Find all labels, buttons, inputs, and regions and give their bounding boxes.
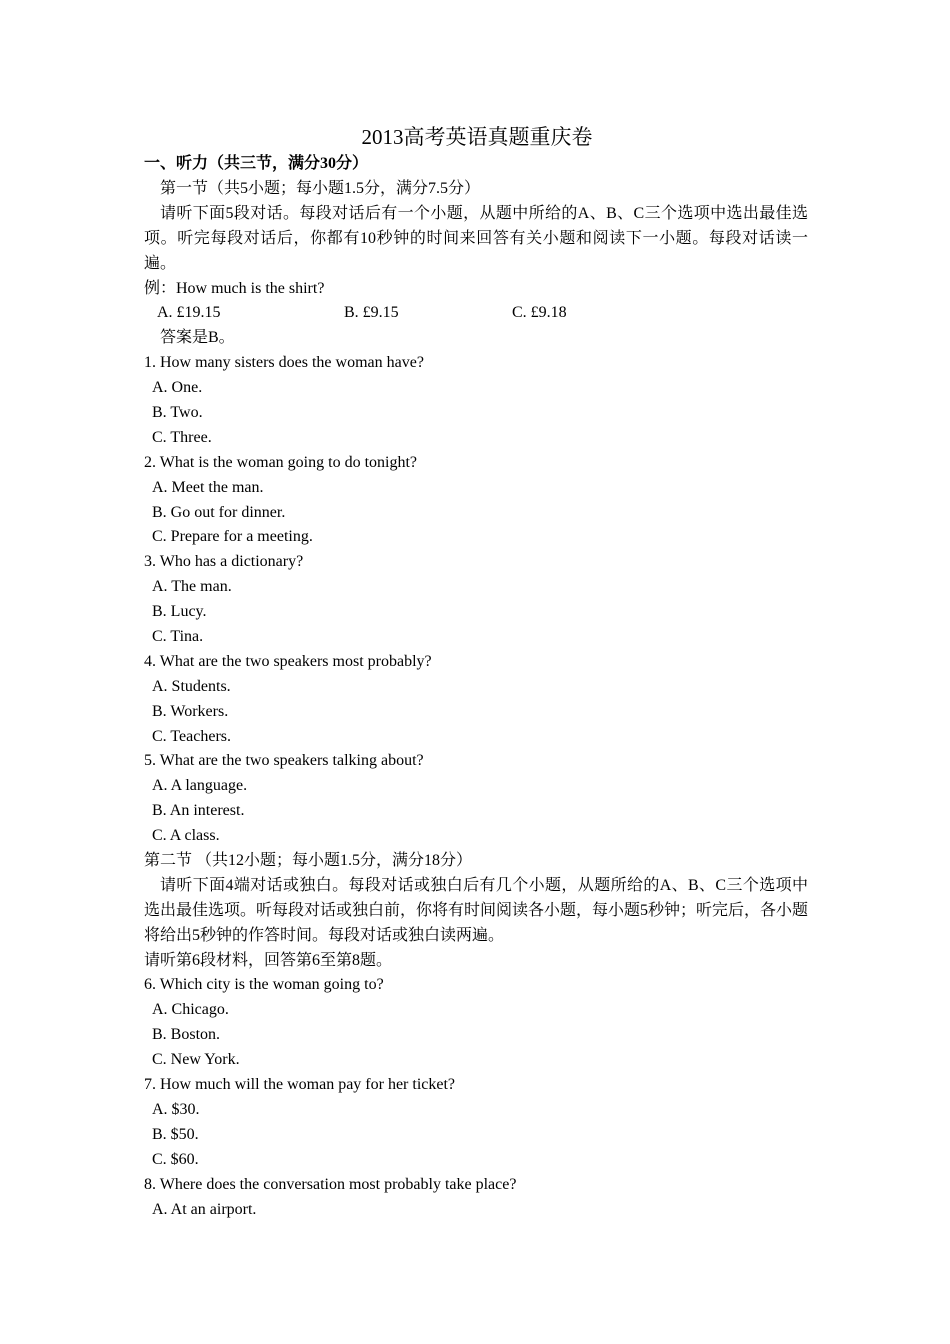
example-answer: 答案是B。	[160, 329, 235, 347]
question-option: A. At an airport.	[152, 1200, 257, 1218]
section2-instructions: 请听下面4端对话或独白。每段对话或独白后有几个小题，从题所给的A、B、C三个选项中选出最佳选项。听每段对话或独白前，你将有时间阅读各小题，每小题5秒钟；听完后，各小题将给出5秒钟的作答时间。每段对话或独白读两遍。	[144, 876, 809, 944]
section2-heading: 第二节 （共12小题；每小题1.5分，满分18分）	[144, 851, 473, 869]
question-text: 6. Which city is the woman going to?	[144, 976, 384, 994]
question-4	[144, 650, 808, 750]
question-option: B. An interest.	[152, 802, 245, 820]
document-body	[144, 122, 808, 1222]
question-option: C. Teachers.	[152, 727, 231, 745]
question-8	[144, 1173, 808, 1223]
question-7	[144, 1073, 808, 1173]
example-option-b: B. £9.15	[344, 304, 399, 322]
question-2	[144, 451, 808, 551]
question-option: B. Go out for dinner.	[152, 503, 286, 521]
question-3	[144, 550, 808, 650]
material-note: 请听第6段材料，回答第6至第8题。	[144, 951, 393, 969]
section1-heading: 第一节（共5小题；每小题1.5分，满分7.5分）	[160, 179, 481, 197]
question-option: A. Students.	[152, 677, 231, 695]
question-1	[144, 351, 808, 451]
question-text: 8. Where does the conversation most probably take place?	[144, 1175, 517, 1193]
question-5	[144, 749, 808, 849]
question-option: B. Boston.	[152, 1026, 221, 1044]
question-option: A. The man.	[152, 578, 232, 596]
section1-instructions: 请听下面5段对话。每段对话后有一个小题，从题中所给的A、B、C三个选项中选出最佳选项。听完每段对话后，你都有10秒钟的时间来回答有关小题和阅读下一小题。每段对话读一遍。	[144, 204, 808, 272]
question-text: 7. How much will the woman pay for her ticket?	[144, 1076, 456, 1094]
question-option: A. $30.	[152, 1100, 200, 1118]
question-text: 5. What are the two speakers talking about?	[144, 752, 424, 770]
question-option: C. A class.	[152, 827, 220, 845]
question-option: C. Three.	[152, 428, 212, 446]
question-option: B. $50.	[152, 1125, 199, 1143]
question-option: B. Workers.	[152, 702, 229, 720]
question-option: C. Prepare for a meeting.	[152, 528, 313, 546]
example-option-c: C. £9.18	[512, 304, 567, 322]
part1-heading: 一、听力（共三节，满分30分）	[144, 155, 369, 172]
question-option: A. One.	[152, 379, 203, 397]
question-option: C. New York.	[152, 1051, 240, 1069]
example-options	[144, 301, 808, 326]
question-option: A. Meet the man.	[152, 478, 264, 496]
question-text: 2. What is the woman going to do tonight?	[144, 453, 418, 471]
page-title: 2013高考英语真题重庆卷	[361, 125, 593, 149]
question-option: A. Chicago.	[152, 1001, 229, 1019]
question-text: 1. How many sisters does the woman have?	[144, 354, 424, 372]
question-option: B. Lucy.	[152, 603, 207, 621]
question-option: A. A language.	[152, 777, 248, 795]
example-question: 例：How much is the shirt?	[144, 279, 325, 297]
example-option-a: A. £19.15	[157, 304, 221, 322]
question-option: B. Two.	[152, 403, 203, 421]
question-option: C. $60.	[152, 1150, 199, 1168]
question-text: 3. Who has a dictionary?	[144, 553, 304, 571]
question-text: 4. What are the two speakers most probably?	[144, 652, 432, 670]
question-6	[144, 973, 808, 1073]
question-option: C. Tina.	[152, 627, 204, 645]
